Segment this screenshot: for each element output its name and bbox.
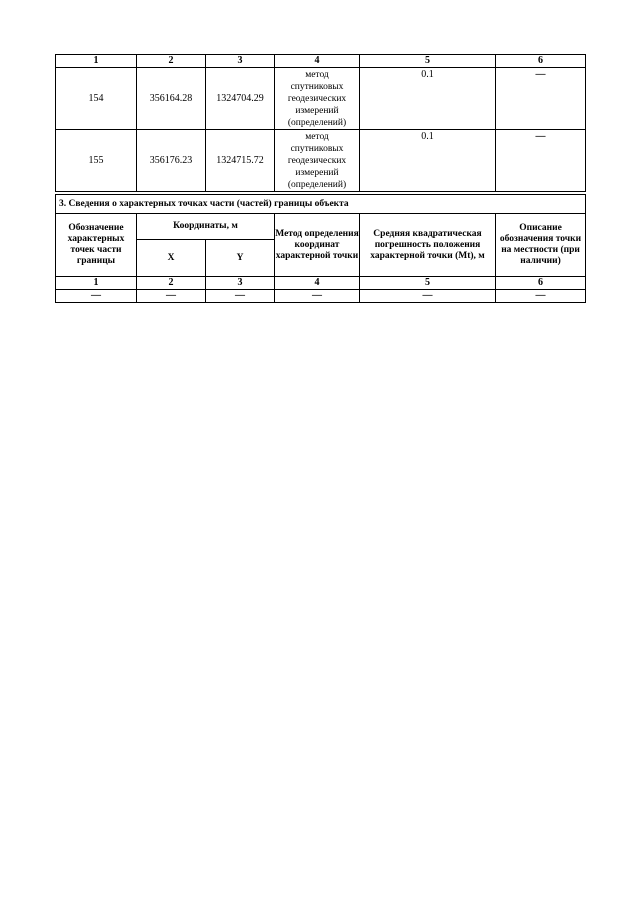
section-title: 3. Сведения о характерных точках части (частей) границы объекта	[56, 195, 586, 214]
empty-cell: —	[137, 290, 206, 303]
col-number-6: 6	[496, 55, 586, 68]
col-number-2: 2	[137, 277, 206, 290]
section3-table	[55, 194, 586, 303]
accuracy-value: 0.1	[360, 68, 496, 130]
col-number-3: 3	[206, 55, 275, 68]
empty-cell: —	[56, 290, 137, 303]
empty-data-row	[56, 290, 586, 303]
coordinates-table	[55, 54, 586, 192]
header-coordinates: Координаты, м	[137, 214, 275, 240]
point-number: 155	[56, 130, 137, 192]
header-row	[56, 214, 586, 240]
column-number-row	[56, 55, 586, 68]
header-x: X	[137, 240, 206, 277]
header-y: Y	[206, 240, 275, 277]
col-number-6: 6	[496, 277, 586, 290]
col-number-1: 1	[56, 277, 137, 290]
col-number-5: 5	[360, 55, 496, 68]
col-number-1: 1	[56, 55, 137, 68]
method-line: спутниковых	[290, 143, 344, 154]
method-line: геодезических	[287, 155, 347, 166]
coordinate-x: 356164.28	[137, 68, 206, 130]
method-line: измерений	[295, 105, 339, 116]
table-row	[56, 68, 586, 130]
col-number-4: 4	[275, 277, 360, 290]
coordinate-y: 1324715.72	[206, 130, 275, 192]
coordinate-x: 356176.23	[137, 130, 206, 192]
empty-cell: —	[496, 290, 586, 303]
point-number: 154	[56, 68, 137, 130]
accuracy-value: 0.1	[360, 130, 496, 192]
table-row	[56, 130, 586, 192]
header-method: Метод определения координат характерной точки	[275, 214, 360, 277]
col-number-2: 2	[137, 55, 206, 68]
method-line: измерений	[295, 167, 339, 178]
empty-cell: —	[360, 290, 496, 303]
description-value: —	[496, 130, 586, 192]
col-number-3: 3	[206, 277, 275, 290]
header-accuracy: Средняя квадратическая погрешность положения характерной точки (Mt), м	[360, 214, 496, 277]
col-number-4: 4	[275, 55, 360, 68]
section-title-row	[56, 195, 586, 214]
method-line: метод	[305, 69, 329, 80]
description-value: —	[496, 68, 586, 130]
empty-cell: —	[275, 290, 360, 303]
method-line: (определений)	[287, 179, 347, 190]
method-line: метод	[305, 131, 329, 142]
header-description: Описание обозначения точки на местности (при наличии)	[496, 214, 586, 277]
header-designation: Обозначение характерных точек части границы	[56, 214, 137, 277]
empty-cell: —	[206, 290, 275, 303]
column-number-row	[56, 277, 586, 290]
method-line: геодезических	[287, 93, 347, 104]
method-cell	[275, 130, 360, 192]
col-number-5: 5	[360, 277, 496, 290]
method-cell	[275, 68, 360, 130]
method-line: спутниковых	[290, 81, 344, 92]
coordinate-y: 1324704.29	[206, 68, 275, 130]
method-line: (определений)	[287, 117, 347, 128]
